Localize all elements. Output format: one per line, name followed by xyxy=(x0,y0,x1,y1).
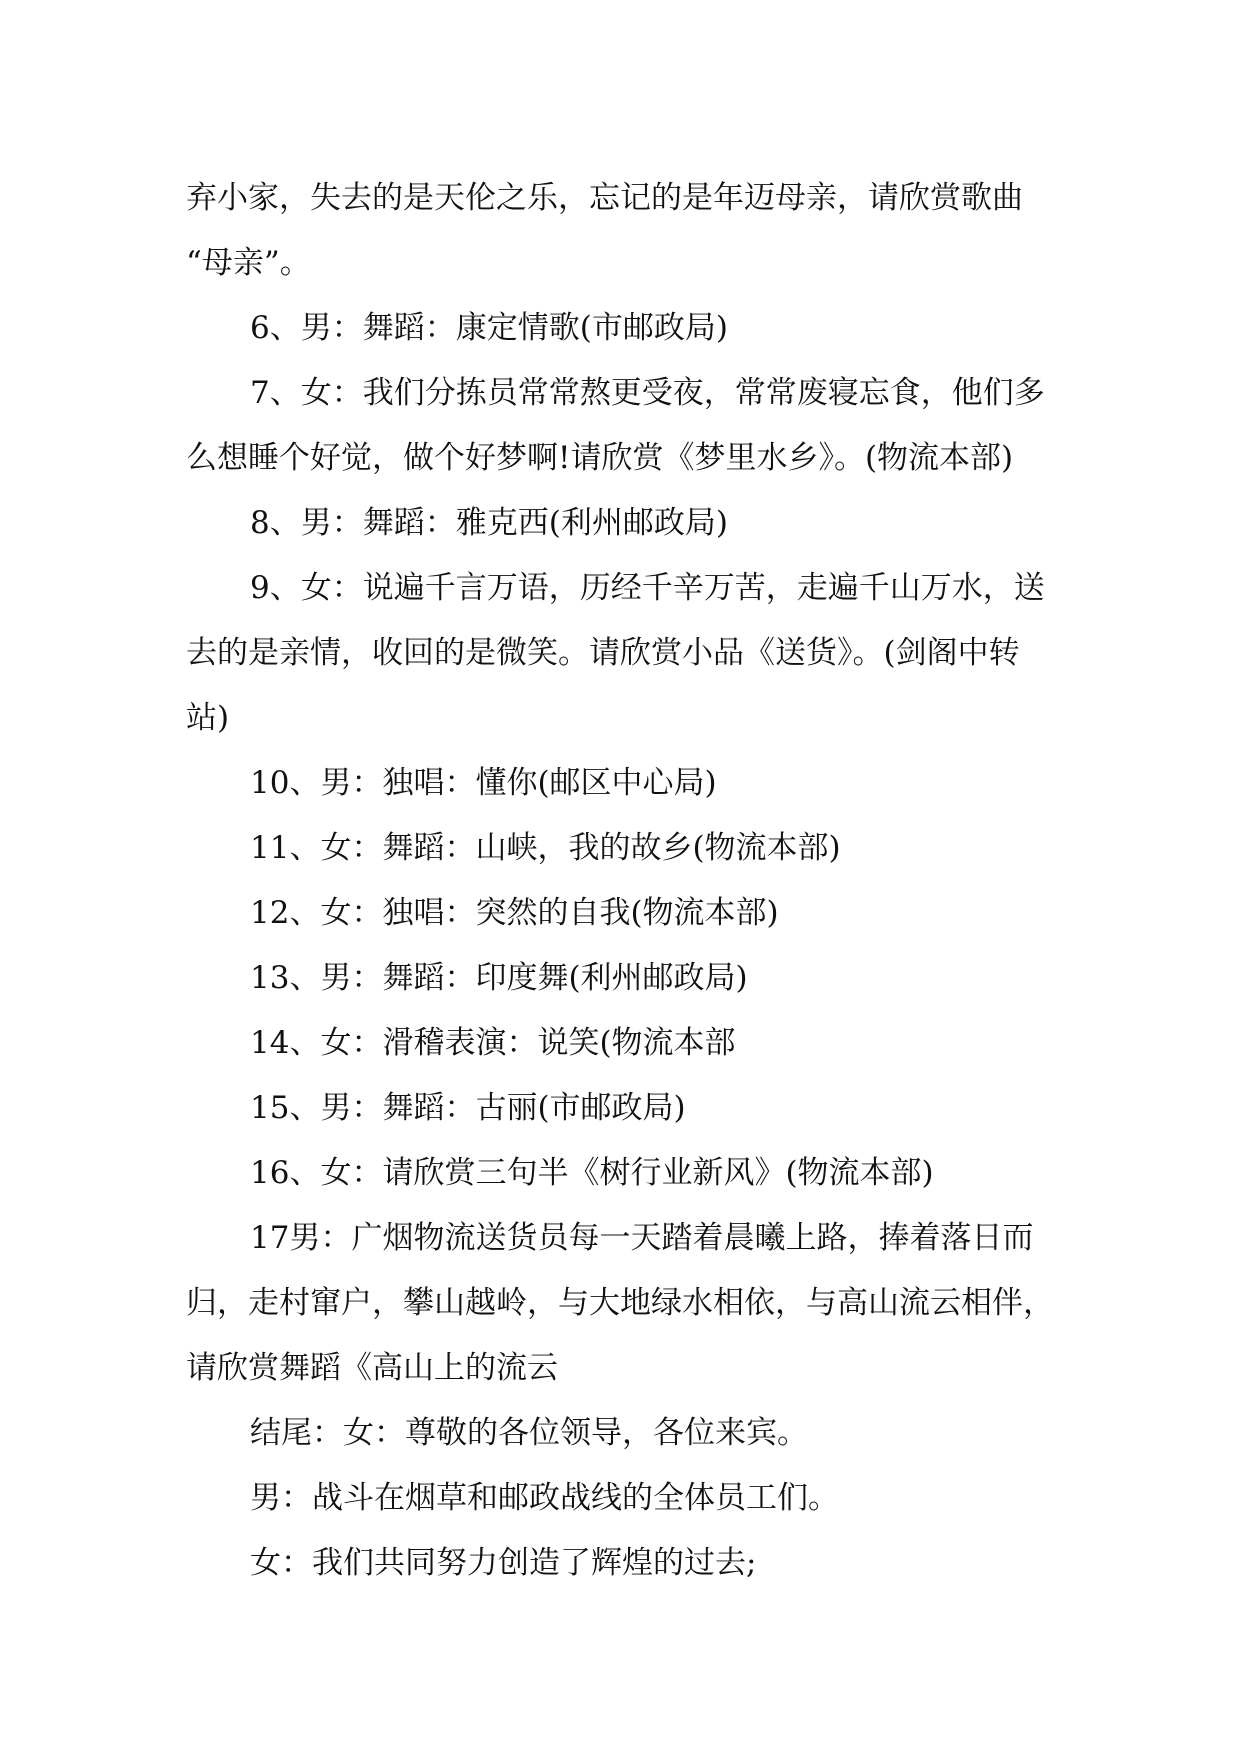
text-line: 么想睡个好觉，做个好梦啊!请欣赏《梦里水乡》。(物流本部) xyxy=(186,440,1014,476)
text-line: 归，走村窜户，攀山越岭，与大地绿水相依，与高山流云相伴， xyxy=(186,1285,1054,1321)
text-line: 14、女：滑稽表演：说笑(物流本部 xyxy=(250,1025,736,1061)
text-line: 10、男：独唱：懂你(邮区中心局) xyxy=(250,765,717,801)
text-line: 11、女：舞蹈：山峡，我的故乡(物流本部) xyxy=(250,830,841,866)
document-body xyxy=(186,166,1086,1596)
text-line: 9、女：说遍千言万语，历经千辛万苦，走遍千山万水，送 xyxy=(250,570,1045,606)
text-line: 男：战斗在烟草和邮政战线的全体员工们。 xyxy=(250,1480,839,1516)
text-line: 结尾：女：尊敬的各位领导，各位来宾。 xyxy=(250,1415,808,1451)
text-line: 女：我们共同努力创造了辉煌的过去; xyxy=(250,1545,757,1581)
text-line: 12、女：独唱：突然的自我(物流本部) xyxy=(250,895,779,931)
text-line: 7、女：我们分拣员常常熬更受夜，常常废寝忘食，他们多 xyxy=(250,375,1045,411)
text-line: 15、男：舞蹈：古丽(市邮政局) xyxy=(250,1090,686,1126)
text-line: 13、男：舞蹈：印度舞(利州邮政局) xyxy=(250,960,748,996)
text-line: “母亲”。 xyxy=(186,245,311,281)
text-line: 16、女：请欣赏三句半《树行业新风》(物流本部) xyxy=(250,1155,934,1191)
text-line: 站) xyxy=(186,700,230,736)
text-line: 弃小家，失去的是天伦之乐，忘记的是年迈母亲，请欣赏歌曲 xyxy=(186,180,1023,216)
text-line: 请欣赏舞蹈《高山上的流云 xyxy=(186,1350,558,1386)
text-line: 去的是亲情，收回的是微笑。请欣赏小品《送货》。(剑阁中转 xyxy=(186,635,1020,671)
text-line: 6、男：舞蹈：康定情歌(市邮政局) xyxy=(250,310,728,346)
text-line: 17男：广烟物流送货员每一天踏着晨曦上路，捧着落日而 xyxy=(250,1220,1034,1256)
text-line: 8、男：舞蹈：雅克西(利州邮政局) xyxy=(250,505,728,541)
